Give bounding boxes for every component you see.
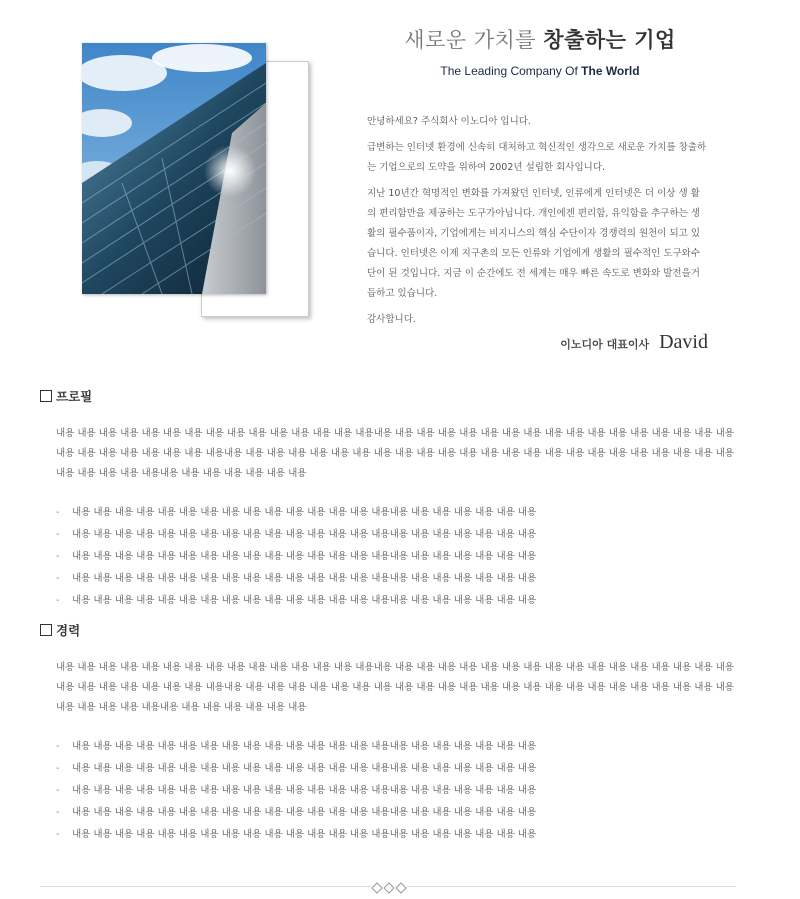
career-section <box>40 620 740 846</box>
career-title: 경력 <box>56 623 81 638</box>
headline-light: 새로운 가치를 <box>404 28 537 52</box>
list-item-text: 내용 내용 내용 내용 내용 내용 내용 내용 내용 내용 내용 내용 내용 내용 내용내용 내용 내용 내용 내용 내용 내용 <box>72 507 537 518</box>
dash-icon: - <box>56 763 60 774</box>
career-heading <box>40 620 740 640</box>
list-item <box>56 524 740 546</box>
dash-icon: - <box>56 741 60 752</box>
greeting-paragraph: 감사합니다. <box>367 314 416 325</box>
list-item <box>56 802 740 824</box>
greeting-paragraph: 급변하는 인터넷 환경에 신속히 대처하고 혁신적인 생각으로 새로운 가치를 창출하는 기업으로의 도약을 위하여 2002년 설립한 회사입니다. <box>367 142 707 173</box>
headline <box>340 24 740 54</box>
list-item <box>56 736 740 758</box>
diamond-ornament-icon <box>371 880 407 894</box>
dash-icon: - <box>56 551 60 562</box>
headline-bold: 창출하는 기업 <box>543 28 676 52</box>
list-item <box>56 758 740 780</box>
tagline <box>340 64 740 78</box>
list-item-text: 내용 내용 내용 내용 내용 내용 내용 내용 내용 내용 내용 내용 내용 내용 내용내용 내용 내용 내용 내용 내용 내용 <box>72 807 537 818</box>
profile-title: 프로필 <box>56 389 93 404</box>
building-photo <box>82 43 266 294</box>
list-item-text: 내용 내용 내용 내용 내용 내용 내용 내용 내용 내용 내용 내용 내용 내용 내용내용 내용 내용 내용 내용 내용 내용 <box>72 829 537 840</box>
dash-icon: - <box>56 807 60 818</box>
signature <box>560 331 708 354</box>
checkbox-icon <box>40 390 52 402</box>
list-item <box>56 502 740 524</box>
list-item <box>56 824 740 846</box>
list-item-text: 내용 내용 내용 내용 내용 내용 내용 내용 내용 내용 내용 내용 내용 내용 내용내용 내용 내용 내용 내용 내용 내용 <box>72 595 537 606</box>
career-paragraph: 내용 내용 내용 내용 내용 내용 내용 내용 내용 내용 내용 내용 내용 내용 내용내용 내용 내용 내용 내용 내용 내용 내용 내용 내용 내용 내용 내용 내용 내용 내용 내용 내용 내용 내용 내용 내용 내용 내용 내용내용 내용 내용 내용 내용 내용 내용 내용 내용 내용 내용 내용 내용 내용 내용 내용 내용 내용 내용 내용 내용 내용 내용 내용 내용 내용 내용 내용 내용내용 내용 내용 내용 내용 내용 내용 <box>56 662 734 713</box>
dash-icon: - <box>56 595 60 606</box>
list-item <box>56 568 740 590</box>
dash-icon: - <box>56 829 60 840</box>
dash-icon: - <box>56 507 60 518</box>
career-list <box>56 736 740 846</box>
profile-list <box>56 502 740 612</box>
dash-icon: - <box>56 529 60 540</box>
dash-icon: - <box>56 785 60 796</box>
list-item-text: 내용 내용 내용 내용 내용 내용 내용 내용 내용 내용 내용 내용 내용 내용 내용내용 내용 내용 내용 내용 내용 내용 <box>72 573 537 584</box>
list-item <box>56 546 740 568</box>
list-item-text: 내용 내용 내용 내용 내용 내용 내용 내용 내용 내용 내용 내용 내용 내용 내용내용 내용 내용 내용 내용 내용 내용 <box>72 741 537 752</box>
list-item-text: 내용 내용 내용 내용 내용 내용 내용 내용 내용 내용 내용 내용 내용 내용 내용내용 내용 내용 내용 내용 내용 내용 <box>72 785 537 796</box>
profile-heading <box>40 386 740 406</box>
profile-paragraph: 내용 내용 내용 내용 내용 내용 내용 내용 내용 내용 내용 내용 내용 내용 내용내용 내용 내용 내용 내용 내용 내용 내용 내용 내용 내용 내용 내용 내용 내용 내용 내용 내용 내용 내용 내용 내용 내용 내용 내용내용 내용 내용 내용 내용 내용 내용 내용 내용 내용 내용 내용 내용 내용 내용 내용 내용 내용 내용 내용 내용 내용 내용 내용 내용 내용 내용 내용 내용내용 내용 내용 내용 내용 내용 내용 <box>56 428 734 479</box>
greeting-paragraph: 안녕하세요? 주식회사 이노디아 입니다. <box>367 116 531 127</box>
intro-section <box>0 0 800 370</box>
dash-icon: - <box>56 573 60 584</box>
list-item <box>56 590 740 612</box>
list-item-text: 내용 내용 내용 내용 내용 내용 내용 내용 내용 내용 내용 내용 내용 내용 내용내용 내용 내용 내용 내용 내용 내용 <box>72 551 537 562</box>
ceo-name: David <box>659 331 708 353</box>
greeting-paragraph: 지난 10년간 혁명적인 변화를 가져왔던 인터넷, 인류에게 인터넷은 더 이상 생 활의 편리함만을 제공하는 도구가아닙니다. 개인에겐 편리함, 유익함을 추구하는 생활의 필수품이자, 기업에게는 비지니스의 핵심 수단이자 경쟁력의 원천이 되고 있습니다. 인터넷은 이제 지구촌의 모든 인류와 기업에게 생활의 필수적인 도구와수단이 된 것입니다. 지금 이 순간에도 전 세계는 매우 빠른 속도로 변화와 발전을거듭하고 있습니다. <box>367 188 701 299</box>
list-item-text: 내용 내용 내용 내용 내용 내용 내용 내용 내용 내용 내용 내용 내용 내용 내용내용 내용 내용 내용 내용 내용 내용 <box>72 529 537 540</box>
tagline-bold: The World <box>581 64 640 78</box>
list-item <box>56 780 740 802</box>
tagline-light: The Leading Company Of <box>440 64 578 78</box>
ceo-title: 이노디아 대표이사 <box>560 338 650 351</box>
checkbox-icon <box>40 624 52 636</box>
profile-section <box>40 386 740 612</box>
greeting-text <box>367 112 707 336</box>
list-item-text: 내용 내용 내용 내용 내용 내용 내용 내용 내용 내용 내용 내용 내용 내용 내용내용 내용 내용 내용 내용 내용 내용 <box>72 763 537 774</box>
